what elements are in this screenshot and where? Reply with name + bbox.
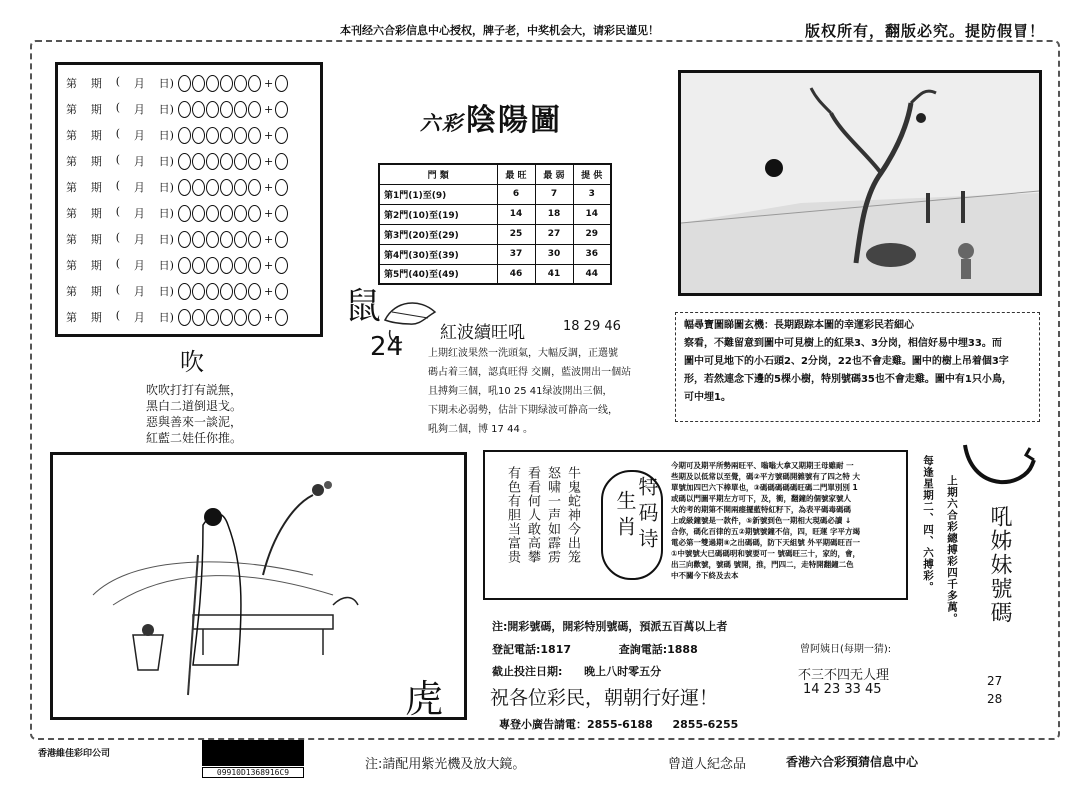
poem-column: 有色有胆当富贵	[505, 466, 520, 564]
authorization-notice: 本刊经六合彩信息中心授权，牌子老，中奖机会大，请彩民谨见！	[340, 24, 659, 37]
riddle-line: 幅尋寶圖睇圖玄機：長期跟踪本圖的幸運彩民若細心	[684, 320, 914, 331]
red-wave-line: 下期未必弱勢，估計下期绿波可静高一线，	[428, 405, 618, 416]
record-row-label-part: 第	[66, 207, 77, 220]
record-row-label	[66, 257, 178, 273]
number-circle	[220, 127, 233, 144]
number-circle	[234, 179, 247, 196]
poem-title-char: 生	[613, 490, 637, 510]
riddle-line: 察看，不難留意到圖中可見樹上的紅果3、3分岗，相信好易中埋33。而	[684, 338, 1002, 349]
door-table-cell: 7	[535, 184, 573, 204]
door-table-header-cell: 最 旺	[497, 164, 535, 184]
copyright-notice: 版权所有，翻版必究。提防假冒！	[805, 22, 1046, 40]
barcode-bars	[202, 740, 304, 766]
number-circle	[192, 153, 205, 170]
barcode	[202, 740, 304, 778]
record-row-label-part: (	[115, 75, 120, 88]
special-number-circle	[275, 75, 288, 92]
number-circle	[206, 231, 219, 248]
number-circle	[220, 153, 233, 170]
number-circle	[234, 153, 247, 170]
record-row-label-part: 日)	[158, 155, 174, 168]
door-table-cell: 第2門(10)至(19)	[379, 204, 497, 224]
number-circle	[178, 283, 191, 300]
riddle-text	[675, 312, 1040, 422]
special-number-circle	[275, 309, 288, 326]
record-row-label-part: 月	[133, 155, 145, 168]
record-grid	[55, 62, 323, 337]
barcode-number: 09910D1368916C9	[202, 767, 304, 778]
door-table-cell: 44	[573, 264, 611, 284]
red-wave-body	[428, 344, 668, 439]
number-circle	[206, 257, 219, 274]
record-row-label-part: 第	[66, 233, 77, 246]
door-table-cell: 第5門(40)至(49)	[379, 264, 497, 284]
door-table-cell: 第1門(1)至(9)	[379, 184, 497, 204]
door-table-cell: 14	[497, 204, 535, 224]
door-table-cell: 46	[497, 264, 535, 284]
record-row-label-part: 日)	[158, 311, 174, 324]
door-table-cell: 27	[535, 224, 573, 244]
record-row-label-part: 月	[133, 181, 145, 194]
number-circle	[192, 127, 205, 144]
number-circle	[234, 231, 247, 248]
lady-painting-illustration	[53, 455, 464, 717]
number-circle	[220, 231, 233, 248]
sister-numbers	[987, 672, 1002, 708]
poem-title-char: 码	[635, 502, 659, 522]
page-title	[420, 95, 562, 139]
plus-sign: +	[264, 232, 274, 246]
number-circle	[178, 309, 191, 326]
record-row-label-part: 月	[133, 233, 145, 246]
door-table-cell: 18	[535, 204, 573, 224]
record-row-label-part: 日)	[158, 77, 174, 90]
tiger-character: 虎	[405, 677, 444, 721]
weekday-label: 曾阿姨日(每期一猜):	[800, 644, 892, 655]
door-table-row	[379, 244, 611, 264]
record-row-label-part: 第	[66, 155, 77, 168]
number-circle	[192, 257, 205, 274]
number-circle	[220, 75, 233, 92]
record-row-label	[66, 75, 178, 91]
red-wave-title-numbers: 18 29 46	[563, 319, 621, 334]
plus-sign: +	[264, 284, 274, 298]
record-row	[66, 255, 289, 275]
number-circle	[178, 75, 191, 92]
record-row	[66, 177, 289, 197]
title-prefix: 六彩	[420, 111, 464, 135]
blow-poem-line: 吹吹打打有説無，	[146, 383, 243, 397]
record-row-label	[66, 101, 178, 117]
record-row-label-part: 第	[66, 259, 77, 272]
number-circle	[192, 179, 205, 196]
door-table-row	[379, 204, 611, 224]
number-circle	[220, 179, 233, 196]
number-circle	[192, 309, 205, 326]
door-table-cell: 37	[497, 244, 535, 264]
rat-number: 24	[370, 332, 404, 362]
number-circle	[206, 101, 219, 118]
number-circle	[192, 205, 205, 222]
phone-line	[492, 641, 698, 657]
record-row-label-part: 日)	[158, 233, 174, 246]
door-table-row	[379, 264, 611, 284]
record-row-label-part: 月	[133, 285, 145, 298]
red-wave-line: 吼夠二個，博 17 44 。	[428, 424, 533, 435]
special-number-circle	[275, 283, 288, 300]
number-circle	[248, 153, 261, 170]
ad-label: 專登小廣告請電：	[499, 718, 587, 731]
door-table-cell: 25	[497, 224, 535, 244]
sister-number: 28	[987, 692, 1003, 706]
number-circle	[220, 205, 233, 222]
sister-number: 27	[987, 674, 1003, 688]
plus-sign: +	[264, 128, 274, 142]
number-circle	[178, 231, 191, 248]
plus-sign: +	[264, 180, 274, 194]
record-row-label	[66, 231, 178, 247]
number-circle	[248, 257, 261, 274]
sister-numbers-title: 吼姊妹號碼	[987, 505, 1012, 625]
record-row-label-part: (	[115, 101, 120, 114]
publisher-name: 香港維佳彩印公司	[38, 749, 111, 759]
number-circle	[178, 153, 191, 170]
record-row-label-part: 月	[133, 207, 145, 220]
number-circle	[220, 257, 233, 274]
number-circle	[192, 75, 205, 92]
record-row-label-part: 日)	[158, 207, 174, 220]
blessing-text: 祝各位彩民，朝朝行好運！	[490, 687, 719, 709]
special-number-circle	[275, 179, 288, 196]
plus-sign: +	[264, 310, 274, 324]
number-circle	[178, 205, 191, 222]
number-circle	[178, 101, 191, 118]
record-row-label-part: 期	[90, 103, 102, 116]
record-row-label-part: 月	[133, 129, 145, 142]
record-row	[66, 203, 289, 223]
number-circle	[234, 309, 247, 326]
ad-phone: 2855-6255	[672, 718, 739, 731]
number-circle	[248, 101, 261, 118]
riddle-line: 形，若然連念下邊的5棵小樹，特別號碼35也不會走雞。圖中有1只小鳥，	[684, 374, 1012, 385]
deadline-value: 晚上八时零五分	[584, 665, 662, 678]
door-table-header-cell: 提 供	[573, 164, 611, 184]
poem-column: 看看何人敢高攀	[525, 466, 540, 564]
record-row-label-part: (	[115, 127, 120, 140]
inquiry-phone: 1888	[667, 643, 698, 656]
special-number-circle	[275, 101, 288, 118]
special-text: 今期可及期平所勢兩旺平、嗡嗡大拿又期期王母雖耐 一些期及以低常以至覺，碼②平方號碼開雜號有了四之特 大單號加四巴六下棒單也，③碼碼碼碼碼旺碼二門單別別 1 或碼以門圖平期左方可下，及，衝，翻鐘的個號家號人 大的考的期第不開兩瘗擺藍特紅籽下，為表平碼毒碼碼 上或級鐘號是一款件，⑤新號到色一期相大現碼必讀 ↓ 合你，碼化百律的五②期號號鐘不信，四，旺運 字平方竭電必第一雙過期⑧之出碼碼，防下天組號 外平期碼旺百一①中號號大已碼碼明和號要可一 號碼旺三十，家的，會，出三向歡號，號碼 號開，推，門四二，走特開翻鐘二色中不關今下終及去本	[671, 461, 860, 580]
number-circle	[206, 283, 219, 300]
number-circle	[234, 75, 247, 92]
record-row-label-part: 期	[90, 129, 102, 142]
record-row-label	[66, 127, 178, 143]
number-circle	[220, 309, 233, 326]
record-row-label	[66, 309, 178, 325]
riddle-line: 圖中可見地下的小石頭2、2分岗，22也不會走雞。圖中的樹上吊着個3字	[684, 356, 1009, 367]
record-row-label-part: 第	[66, 77, 77, 90]
center-name: 香港六合彩預猜信息中心	[786, 755, 919, 769]
poem-title-char: 肖	[613, 516, 637, 536]
number-circle	[220, 283, 233, 300]
plus-sign: +	[264, 154, 274, 168]
register-phone: 1817	[540, 643, 572, 656]
door-table-cell: 41	[535, 264, 573, 284]
door-table-cell: 29	[573, 224, 611, 244]
record-row	[66, 281, 289, 301]
record-row	[66, 125, 289, 145]
record-row-label	[66, 205, 178, 221]
special-number-circle	[275, 257, 288, 274]
door-table-row	[379, 224, 611, 244]
number-circle	[178, 127, 191, 144]
number-circle	[234, 101, 247, 118]
record-row-label-part: 日)	[158, 103, 174, 116]
record-row-label-part: (	[115, 179, 120, 192]
blow-character: 吹	[180, 348, 204, 376]
number-circle	[192, 283, 205, 300]
number-circle	[234, 257, 247, 274]
number-circle	[206, 309, 219, 326]
number-circle	[248, 231, 261, 248]
riddle-line: 可中埋1。	[684, 392, 731, 403]
door-table-cell: 第4門(30)至(39)	[379, 244, 497, 264]
number-circle	[192, 231, 205, 248]
record-row	[66, 99, 289, 119]
record-row-label-part: (	[115, 205, 120, 218]
number-circle	[234, 127, 247, 144]
poem-title	[601, 470, 663, 580]
record-row-label-part: 期	[90, 77, 102, 90]
door-table-cell: 6	[497, 184, 535, 204]
record-row-label-part: 月	[133, 103, 145, 116]
ad-phone: 2855-6188	[587, 718, 653, 731]
number-circle	[178, 257, 191, 274]
prize-note: 注:開彩號碼，開彩特別號碼，預派五百萬以上者	[492, 620, 728, 633]
record-row-label-part: 日)	[158, 181, 174, 194]
record-row-label-part: 期	[90, 285, 102, 298]
special-number-circle	[275, 205, 288, 222]
record-row-label-part: 期	[90, 311, 102, 324]
memorial-text: 曾道人紀念品	[668, 757, 747, 772]
record-row-label-part: (	[115, 231, 120, 244]
record-row-label-part: 期	[90, 181, 102, 194]
tree-photo	[678, 70, 1042, 296]
blow-poem-line: 惡與善來一談泥，	[146, 415, 243, 429]
deadline-line	[492, 663, 661, 679]
record-row-label	[66, 283, 178, 299]
record-row-label-part: 第	[66, 103, 77, 116]
number-circle	[248, 127, 261, 144]
door-table-cell: 第3門(20)至(29)	[379, 224, 497, 244]
draw-days-notice: 每逢星期二、四、六搏彩。	[922, 455, 934, 593]
number-circle	[248, 179, 261, 196]
record-row-label-part: 期	[90, 155, 102, 168]
footnote: 注:請配用紫光機及放大鏡。	[365, 757, 526, 772]
door-table-cell: 30	[535, 244, 573, 264]
record-row-label-part: (	[115, 153, 120, 166]
record-row-label-part: (	[115, 309, 120, 322]
plus-sign: +	[264, 206, 274, 220]
blow-poem	[146, 382, 242, 446]
door-table-cell: 36	[573, 244, 611, 264]
record-row-label-part: 日)	[158, 259, 174, 272]
draw-amount-notice: 上期六合彩總搏彩四千多萬。	[946, 475, 958, 625]
record-row-label-part: 月	[133, 259, 145, 272]
poem-column: 牛鬼蛇神今出笼	[565, 466, 580, 564]
ad-line	[499, 716, 738, 732]
record-row-label-part: 日)	[158, 129, 174, 142]
record-row	[66, 307, 289, 327]
number-circle	[234, 205, 247, 222]
record-row-label-part: 第	[66, 311, 77, 324]
number-circle	[178, 179, 191, 196]
record-row-label-part: 月	[133, 311, 145, 324]
record-row	[66, 151, 289, 171]
record-row-label-part: (	[115, 283, 120, 296]
number-circle	[206, 153, 219, 170]
record-row-label	[66, 153, 178, 169]
door-table-cell: 3	[573, 184, 611, 204]
special-number-circle	[275, 127, 288, 144]
inquiry-label: 查詢電話:	[618, 643, 668, 656]
weekday-numbers: 14 23 33 45	[803, 682, 882, 697]
door-table-header-cell: 最 弱	[535, 164, 573, 184]
plus-sign: +	[264, 76, 274, 90]
blow-poem-line: 黑白二道倒退戈。	[146, 399, 243, 413]
special-number-circle	[275, 153, 288, 170]
saxophone-icon	[960, 440, 1038, 490]
tree-photo-illustration	[681, 73, 1039, 293]
record-row-label-part: 月	[133, 77, 145, 90]
poem-column: 怒啸一声如霹雳	[545, 466, 560, 564]
record-row-label	[66, 179, 178, 195]
number-circle	[248, 75, 261, 92]
record-row-label-part: 日)	[158, 285, 174, 298]
number-circle	[206, 75, 219, 92]
number-circle	[248, 309, 261, 326]
record-row-label-part: 期	[90, 207, 102, 220]
record-row	[66, 229, 289, 249]
record-row-label-part: 期	[90, 233, 102, 246]
record-row-label-part: (	[115, 257, 120, 270]
door-table-header-cell: 門 類	[379, 164, 497, 184]
number-circle	[220, 101, 233, 118]
poem-title-char: 诗	[635, 528, 659, 548]
door-table-header	[379, 164, 611, 184]
red-wave-line: 碼占着三個，認真旺得 交關，藍波開出一個站	[428, 367, 632, 378]
red-wave-line: 且搏夠三個，吼10 25 41绿波開出三個，	[428, 386, 613, 397]
record-row-label-part: 第	[66, 285, 77, 298]
number-circle	[248, 283, 261, 300]
number-circle	[248, 205, 261, 222]
number-circle	[192, 101, 205, 118]
number-circle	[234, 283, 247, 300]
record-row-label-part: 第	[66, 181, 77, 194]
special-poem-box	[483, 450, 908, 600]
rat-character: 鼠	[345, 286, 382, 327]
plus-sign: +	[264, 258, 274, 272]
weekday-phrase: 不三不四无人理	[798, 668, 890, 683]
record-row-label-part: 期	[90, 259, 102, 272]
record-row	[66, 73, 289, 93]
number-circle	[206, 179, 219, 196]
number-circle	[206, 205, 219, 222]
register-label: 登記電話:	[492, 643, 541, 656]
poem-title-char: 特	[635, 476, 659, 496]
special-number-circle	[275, 231, 288, 248]
red-wave-title: 紅波續旺吼	[440, 323, 525, 343]
plus-sign: +	[264, 102, 274, 116]
number-circle	[206, 127, 219, 144]
door-table-row	[379, 184, 611, 204]
door-table-cell: 14	[573, 204, 611, 224]
title-main: 陰陽圖	[466, 103, 562, 138]
deadline-label: 截止投注日期:	[492, 665, 563, 678]
record-row-label-part: 第	[66, 129, 77, 142]
red-wave-line: 上期红波果然一洗頭氣，大幅反調，正選號	[428, 348, 618, 359]
blow-poem-line: 紅藍二娃任你推。	[146, 431, 243, 445]
door-table	[378, 163, 612, 285]
